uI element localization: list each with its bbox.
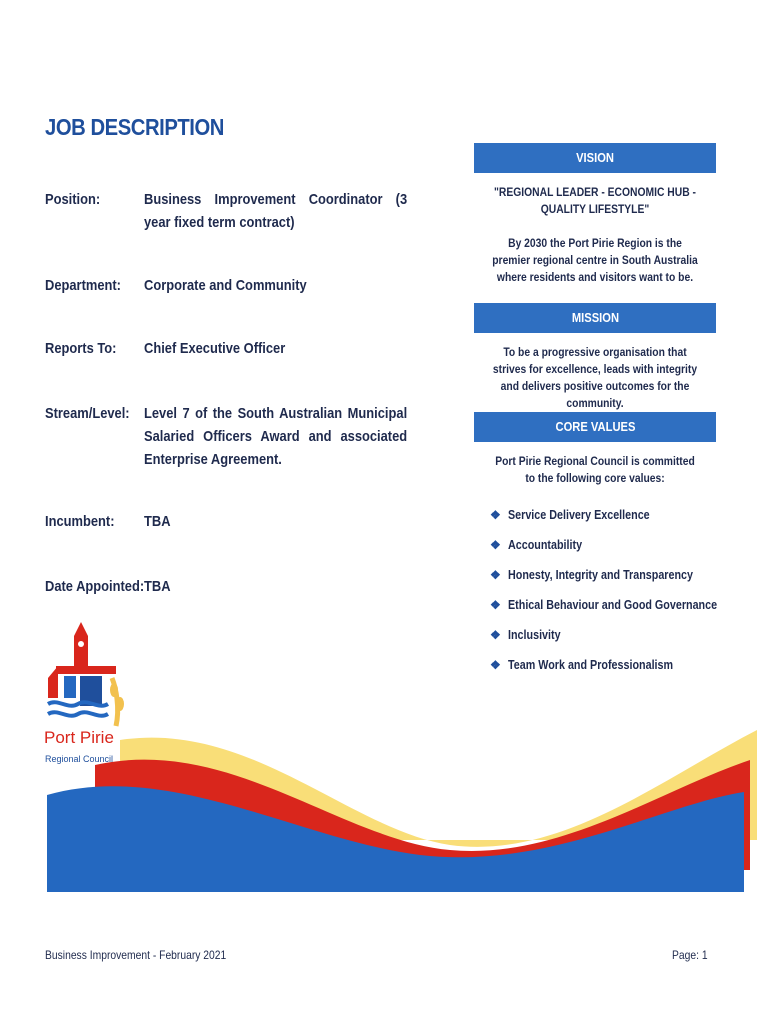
port-pirie-logo xyxy=(44,618,134,778)
position-value: Business Improvement Coordinator (3 year fixed term contract) xyxy=(144,191,408,231)
vision-heading: VISION xyxy=(474,143,716,173)
date-appointed-value: TBA xyxy=(144,578,171,595)
incumbent-label: Incumbent: xyxy=(45,513,115,530)
list-item: ❖ Service Delivery Excellence xyxy=(490,500,751,530)
diamond-bullet-icon: ❖ xyxy=(490,568,501,582)
reports-to-label: Reports To: xyxy=(45,340,117,357)
list-item: ❖ Inclusivity xyxy=(490,620,751,650)
mission-text: To be a progressive organisation that strives for excellence, leads with integrity and delivers positive outcomes for the community. xyxy=(492,345,698,410)
date-appointed-label: Date Appointed: xyxy=(45,578,145,595)
page-title: JOB DESCRIPTION xyxy=(45,114,224,140)
footer-document-info: Business Improvement - February 2021 xyxy=(45,948,227,962)
list-item: ❖ Honesty, Integrity and Transparency xyxy=(490,560,751,590)
vision-text: By 2030 the Port Pirie Region is the premier regional centre in South Australia where residents and visitors want to be. xyxy=(492,236,698,284)
diamond-bullet-icon: ❖ xyxy=(490,538,501,552)
department-label: Department: xyxy=(45,277,121,294)
logo-subtitle: Regional Council xyxy=(45,754,114,764)
diamond-bullet-icon: ❖ xyxy=(490,628,501,642)
incumbent-value: TBA xyxy=(144,513,171,530)
stream-level-label: Stream/Level: xyxy=(45,405,130,422)
list-item: ❖ Ethical Behaviour and Good Governance xyxy=(490,590,751,620)
diamond-bullet-icon: ❖ xyxy=(490,598,501,612)
core-values-intro: Port Pirie Regional Council is committed to the following core values: xyxy=(495,454,695,485)
footer-page-number: Page: 1 xyxy=(672,948,708,962)
logo-emblem-icon xyxy=(44,618,134,728)
diamond-bullet-icon: ❖ xyxy=(490,658,501,672)
list-item: ❖ Team Work and Professionalism xyxy=(490,650,751,680)
core-values-heading: CORE VALUES xyxy=(474,412,716,442)
position-label: Position: xyxy=(45,191,101,208)
stream-level-value: Level 7 of the South Australian Municipal Salaried Officers Award and associated Enterprise Agreement. xyxy=(144,405,408,468)
list-item: ❖ Accountability xyxy=(490,530,751,560)
department-value: Corporate and Community xyxy=(144,277,307,294)
diamond-bullet-icon: ❖ xyxy=(490,508,501,522)
mission-heading: MISSION xyxy=(474,303,716,333)
reports-to-value: Chief Executive Officer xyxy=(144,340,286,357)
core-values-list xyxy=(490,500,751,680)
logo-name: Port Pirie xyxy=(44,728,114,747)
vision-slogan: "REGIONAL LEADER - ECONOMIC HUB - QUALITY LIFESTYLE" xyxy=(494,185,696,216)
